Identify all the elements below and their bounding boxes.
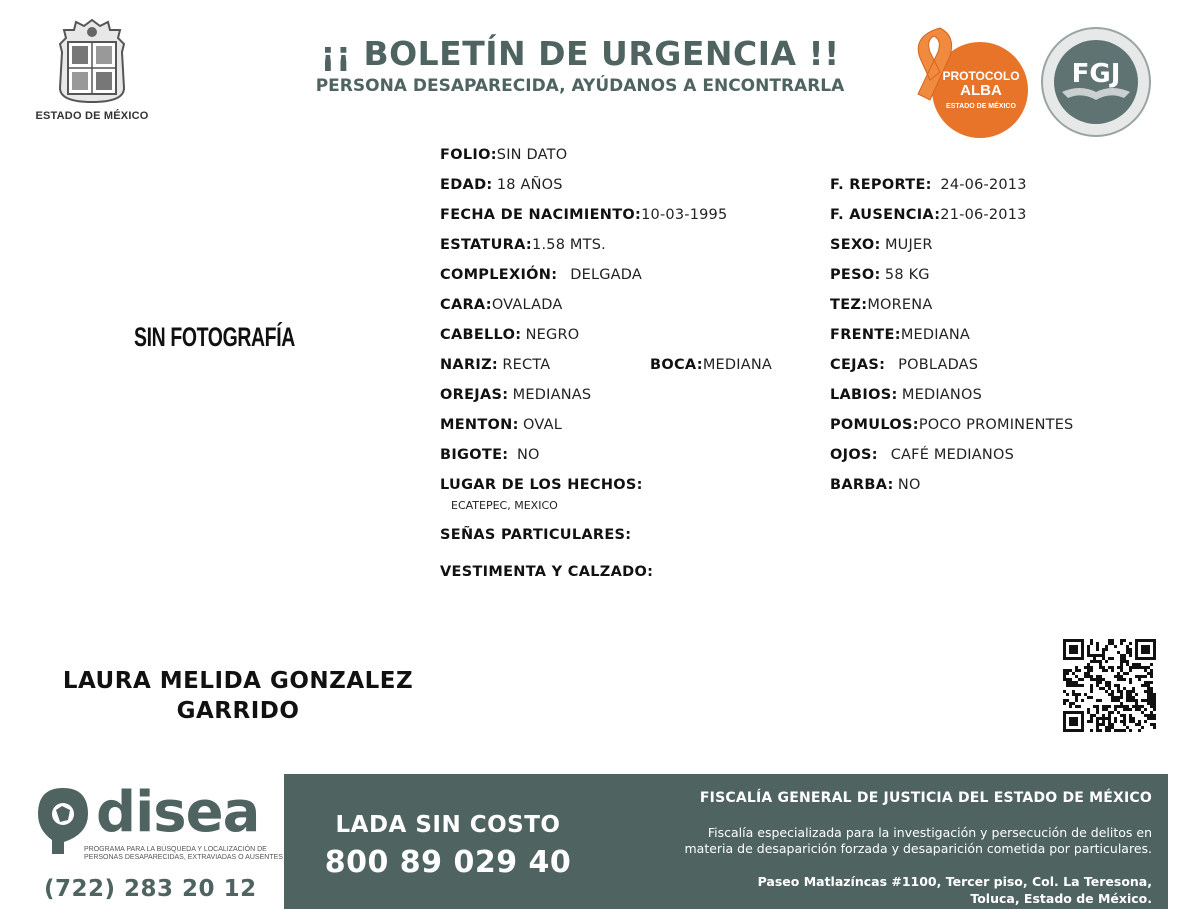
field-tez <box>830 296 932 314</box>
field-label: F. REPORTE: <box>830 177 932 193</box>
field-boca <box>650 356 772 374</box>
bulletin-subtitle: PERSONA DESAPARECIDA, AYÚDANOS A ENCONTRARLA <box>315 76 845 96</box>
field-label: BIGOTE: <box>440 447 509 463</box>
field-label: FOLIO: <box>440 147 497 163</box>
field-complexion <box>440 266 642 284</box>
field-label: CARA: <box>440 297 492 313</box>
field-value: NO <box>897 477 921 493</box>
field-label: SEXO: <box>830 237 881 253</box>
field-label: F. AUSENCIA: <box>830 207 941 223</box>
field-label: VESTIMENTA Y CALZADO: <box>440 564 654 580</box>
field-pomulos <box>830 416 1073 434</box>
field-value: DELGADA <box>570 267 643 283</box>
missing-person-name <box>30 666 446 726</box>
field-label: LUGAR DE LOS HECHOS: <box>440 477 643 493</box>
name-line1: LAURA MELIDA GONZALEZ <box>62 668 414 694</box>
field-label: SEÑAS PARTICULARES: <box>440 527 632 543</box>
fiscalia-desc-line2: materia de desaparición forzada y desaparición cometida por particulares. <box>684 841 1152 856</box>
field-vestimenta <box>440 563 653 581</box>
field-label: BOCA: <box>650 357 703 373</box>
odisea-logo <box>32 780 283 861</box>
field-edad <box>440 176 563 194</box>
field-cejas <box>830 356 978 374</box>
field-value: 21-06-2013 <box>940 207 1027 223</box>
coat-of-arms-icon <box>54 18 130 104</box>
fgj-text: FGJ <box>1071 59 1121 89</box>
field-label: CEJAS: <box>830 357 886 373</box>
protocolo-alba-logo <box>900 22 1030 132</box>
alba-line1: PROTOCOLO <box>942 69 1020 83</box>
field-label: ESTATURA: <box>440 237 533 253</box>
odisea-program: PROGRAMA PARA LA BÚSQUEDA Y LOCALIZACIÓN DE PERSONAS DESAPARECIDAS, EXTRAVIADAS O AUSENTES <box>84 846 283 861</box>
field-value: MORENA <box>867 297 933 313</box>
field-value: MEDIANOS <box>901 387 982 403</box>
field-label: PESO: <box>830 267 881 283</box>
qr-code-icon <box>1063 639 1156 732</box>
alba-line3: ESTADO DE MÉXICO <box>946 103 1016 110</box>
field-lugar-hechos-value: ECATEPEC, MEXICO <box>451 499 558 512</box>
field-orejas <box>440 386 591 404</box>
field-bigote <box>440 446 540 464</box>
field-label: EDAD: <box>440 177 493 193</box>
field-value: MEDIANAS <box>512 387 592 403</box>
field-value: CAFÉ MEDIANOS <box>890 447 1014 463</box>
field-senas-particulares <box>440 526 631 544</box>
field-estatura <box>440 236 606 254</box>
estado-de-mexico-logo <box>30 18 154 122</box>
name-line2: GARRIDO <box>176 698 300 724</box>
field-sexo <box>830 236 933 254</box>
field-value: OVAL <box>523 417 562 433</box>
field-value: MUJER <box>884 237 933 253</box>
field-label: OJOS: <box>830 447 878 463</box>
toll-free-number[interactable]: 800 89 029 40 <box>324 845 572 880</box>
field-label: COMPLEXIÓN: <box>440 267 558 283</box>
field-labios <box>830 386 982 404</box>
field-label: POMULOS: <box>830 417 919 433</box>
field-label: CABELLO: <box>440 327 522 343</box>
fgj-seal-icon <box>1040 26 1152 138</box>
field-label: OREJAS: <box>440 387 509 403</box>
fiscalia-desc-line1: Fiscalía especializada para la investigación y persecución de delitos en <box>707 825 1152 840</box>
field-value: NO <box>517 447 540 463</box>
field-label: BARBA: <box>830 477 894 493</box>
field-value: SIN DATO <box>496 147 568 163</box>
odisea-wordmark: disea <box>96 780 260 845</box>
field-value: POBLADAS <box>898 357 979 373</box>
field-label: FRENTE: <box>830 327 901 343</box>
field-value: POCO PROMINENTES <box>918 417 1074 433</box>
field-cabello <box>440 326 579 344</box>
address-line2: Toluca, Estado de México. <box>970 891 1152 906</box>
field-label: LABIOS: <box>830 387 898 403</box>
qr-code[interactable] <box>1063 639 1156 732</box>
field-label: NARIZ: <box>440 357 499 373</box>
field-ojos <box>830 446 1014 464</box>
fiscalia-title: FISCALÍA GENERAL DE JUSTICIA DEL ESTADO DE MÉXICO <box>699 790 1152 806</box>
field-value: RECTA <box>502 357 551 373</box>
toll-free-label: LADA SIN COSTO <box>335 812 561 838</box>
odisea-phone[interactable]: (722) 283 20 12 <box>44 876 257 902</box>
field-f-reporte <box>830 176 1027 194</box>
field-frente <box>830 326 970 344</box>
field-barba <box>830 476 921 494</box>
alba-line2: ALBA <box>960 82 1002 99</box>
field-value: 58 KG <box>884 267 930 283</box>
field-nariz <box>440 356 550 374</box>
field-value: MEDIANA <box>900 327 971 343</box>
field-label: MENTON: <box>440 417 519 433</box>
field-value: 24-06-2013 <box>940 177 1027 193</box>
field-fecha-nacimiento <box>440 206 727 224</box>
field-f-ausencia <box>830 206 1027 224</box>
address-line1: Paseo Matlazíncas #1100, Tercer piso, Col. La Teresona, <box>757 874 1152 889</box>
field-value: 1.58 MTS. <box>532 237 606 253</box>
field-value: 10-03-1995 <box>641 207 728 223</box>
fgj-seal-logo <box>1040 26 1152 138</box>
fiscalia-address <box>600 873 1152 907</box>
field-label: FECHA DE NACIMIENTO: <box>440 207 642 223</box>
field-value: NEGRO <box>525 327 580 343</box>
no-photo-placeholder: SIN FOTOGRAFÍA <box>134 322 295 352</box>
field-value: 18 AÑOS <box>496 177 563 193</box>
field-value: MEDIANA <box>702 357 773 373</box>
field-folio <box>440 146 567 164</box>
state-label: ESTADO DE MÉXICO <box>35 110 149 122</box>
field-value: OVALADA <box>491 297 563 313</box>
field-cara <box>440 296 562 314</box>
field-menton <box>440 416 562 434</box>
bulletin-title: ¡¡ BOLETÍN DE URGENCIA !! <box>320 34 840 73</box>
field-peso <box>830 266 930 284</box>
field-lugar-hechos <box>440 476 643 494</box>
fiscalia-description <box>600 825 1152 857</box>
field-label: TEZ: <box>830 297 868 313</box>
